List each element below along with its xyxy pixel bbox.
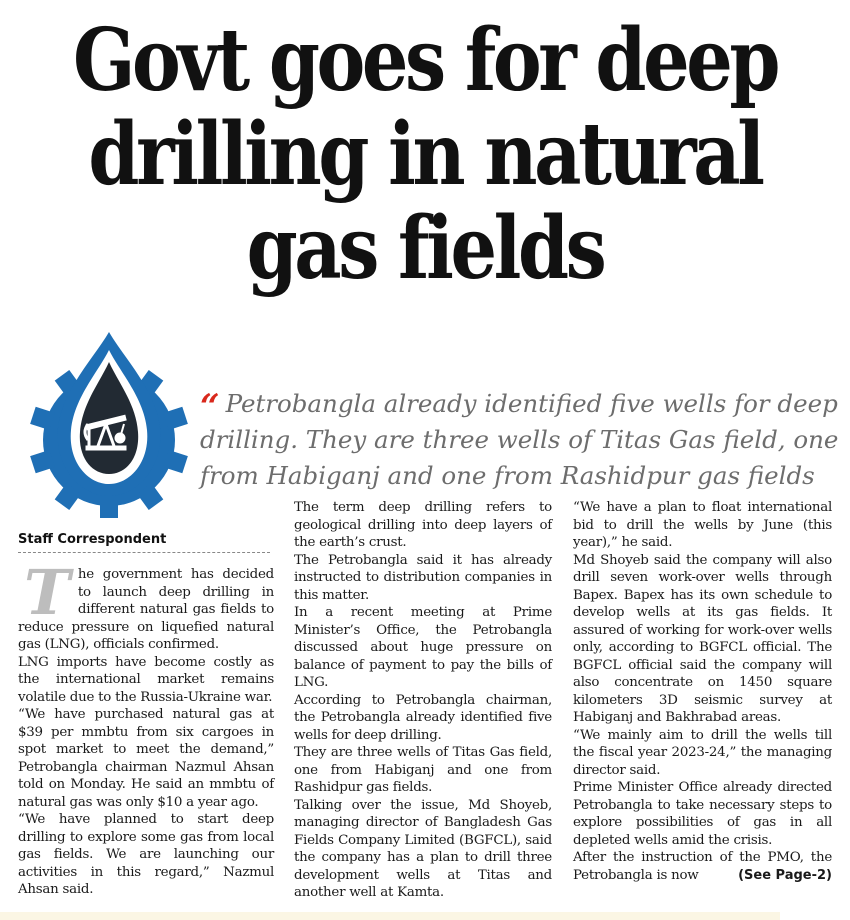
- pull-quote: [200, 386, 840, 494]
- paragraph: The term deep drilling refers to geological drilling into deep layers of the earth’s crust.: [294, 500, 552, 550]
- headline-line-3: gas fields: [246, 198, 604, 299]
- headline: [64, 10, 787, 299]
- paragraph: They are three wells of Titas Gas field, one from Habiganj and one from Rashidpur gas fields.: [294, 745, 552, 795]
- headline-line-1: Govt goes for deep: [72, 10, 778, 111]
- paragraph: “We have a plan to float international bid to drill the wells by June (this year),” he said.: [573, 500, 832, 550]
- paragraph: “We have purchased natural gas at $39 per mmbtu from six cargoes in spot market to meet the demand,” Petrobangla chairman Nazmul Ahsan told on Monday. He said an mmbtu of natural gas was only $10 a year ago.: [18, 707, 274, 810]
- paragraph: According to Petrobangla chairman, the Petrobangla already identified five wells for deep drilling.: [294, 692, 552, 743]
- article-column-1: [18, 556, 274, 899]
- paragraph: “We mainly aim to drill the wells till the fiscal year 2023-24,” the managing director said.: [573, 727, 832, 778]
- paragraph: Talking over the issue, Md Shoyeb, managing director of Bangladesh Gas Fields Company Limited (BGFCL), said the company has a plan to drill three development wells at Titas and another well at Kamta.: [294, 797, 552, 900]
- pull-quote-text: Petrobangla already identified five wells for deep drilling. They are three wells of Titas Gas field, one from Habiganj and one from Rashidpur gas fields: [200, 389, 839, 490]
- paragraph: he government has decided to launch deep drilling in different natural gas fields to reduce pressure on liquefied natural gas (LNG), officials confirmed.: [18, 567, 274, 652]
- continuation-link[interactable]: (See Page-2): [738, 867, 832, 883]
- paragraph: The Petrobangla said it has already instructed to distribution companies in this matter.: [294, 552, 552, 603]
- paragraph: [573, 849, 832, 884]
- drop-cap: T: [24, 556, 70, 629]
- headline-line-2: drilling in natural: [88, 104, 762, 205]
- bottom-divider: [0, 912, 780, 920]
- quote-mark-icon: “: [200, 387, 220, 427]
- paragraph: Prime Minister Office already directed Petrobangla to take necessary steps to explore possibilities of gas in all depleted wells amid the crisis.: [573, 780, 832, 848]
- article-column-2: [294, 499, 552, 902]
- paragraph: “We have planned to start deep drilling to explore some gas from local gas fields. We are launching our activities in this regard,” Nazmul Ahsan said.: [18, 812, 274, 897]
- paragraph: In a recent meeting at Prime Minister’s Office, the Petrobangla discussed about huge pressure on balance of payment to pay the bills of LNG.: [294, 605, 552, 690]
- byline: Staff Correspondent: [18, 530, 270, 553]
- oil-drop-pumpjack-gear-icon: [28, 328, 190, 518]
- paragraph: Md Shoyeb said the company will also drill seven work-over wells through Bapex. Bapex has its own schedule to develop wells at its gas fields. It assured of working for work-over wells only, according to BGFCL official. The BGFCL official said the company will also concentrate on 1450 square kilometers 3D seismic survey at Habiganj and Bakhrabad areas.: [573, 552, 832, 725]
- article-column-3: [573, 499, 832, 884]
- paragraph-text: After the instruction of the PMO, the Petrobangla is now: [573, 850, 832, 883]
- paragraph: LNG imports have become costly as the international market remains volatile due to the Russia-Ukraine war.: [18, 654, 274, 705]
